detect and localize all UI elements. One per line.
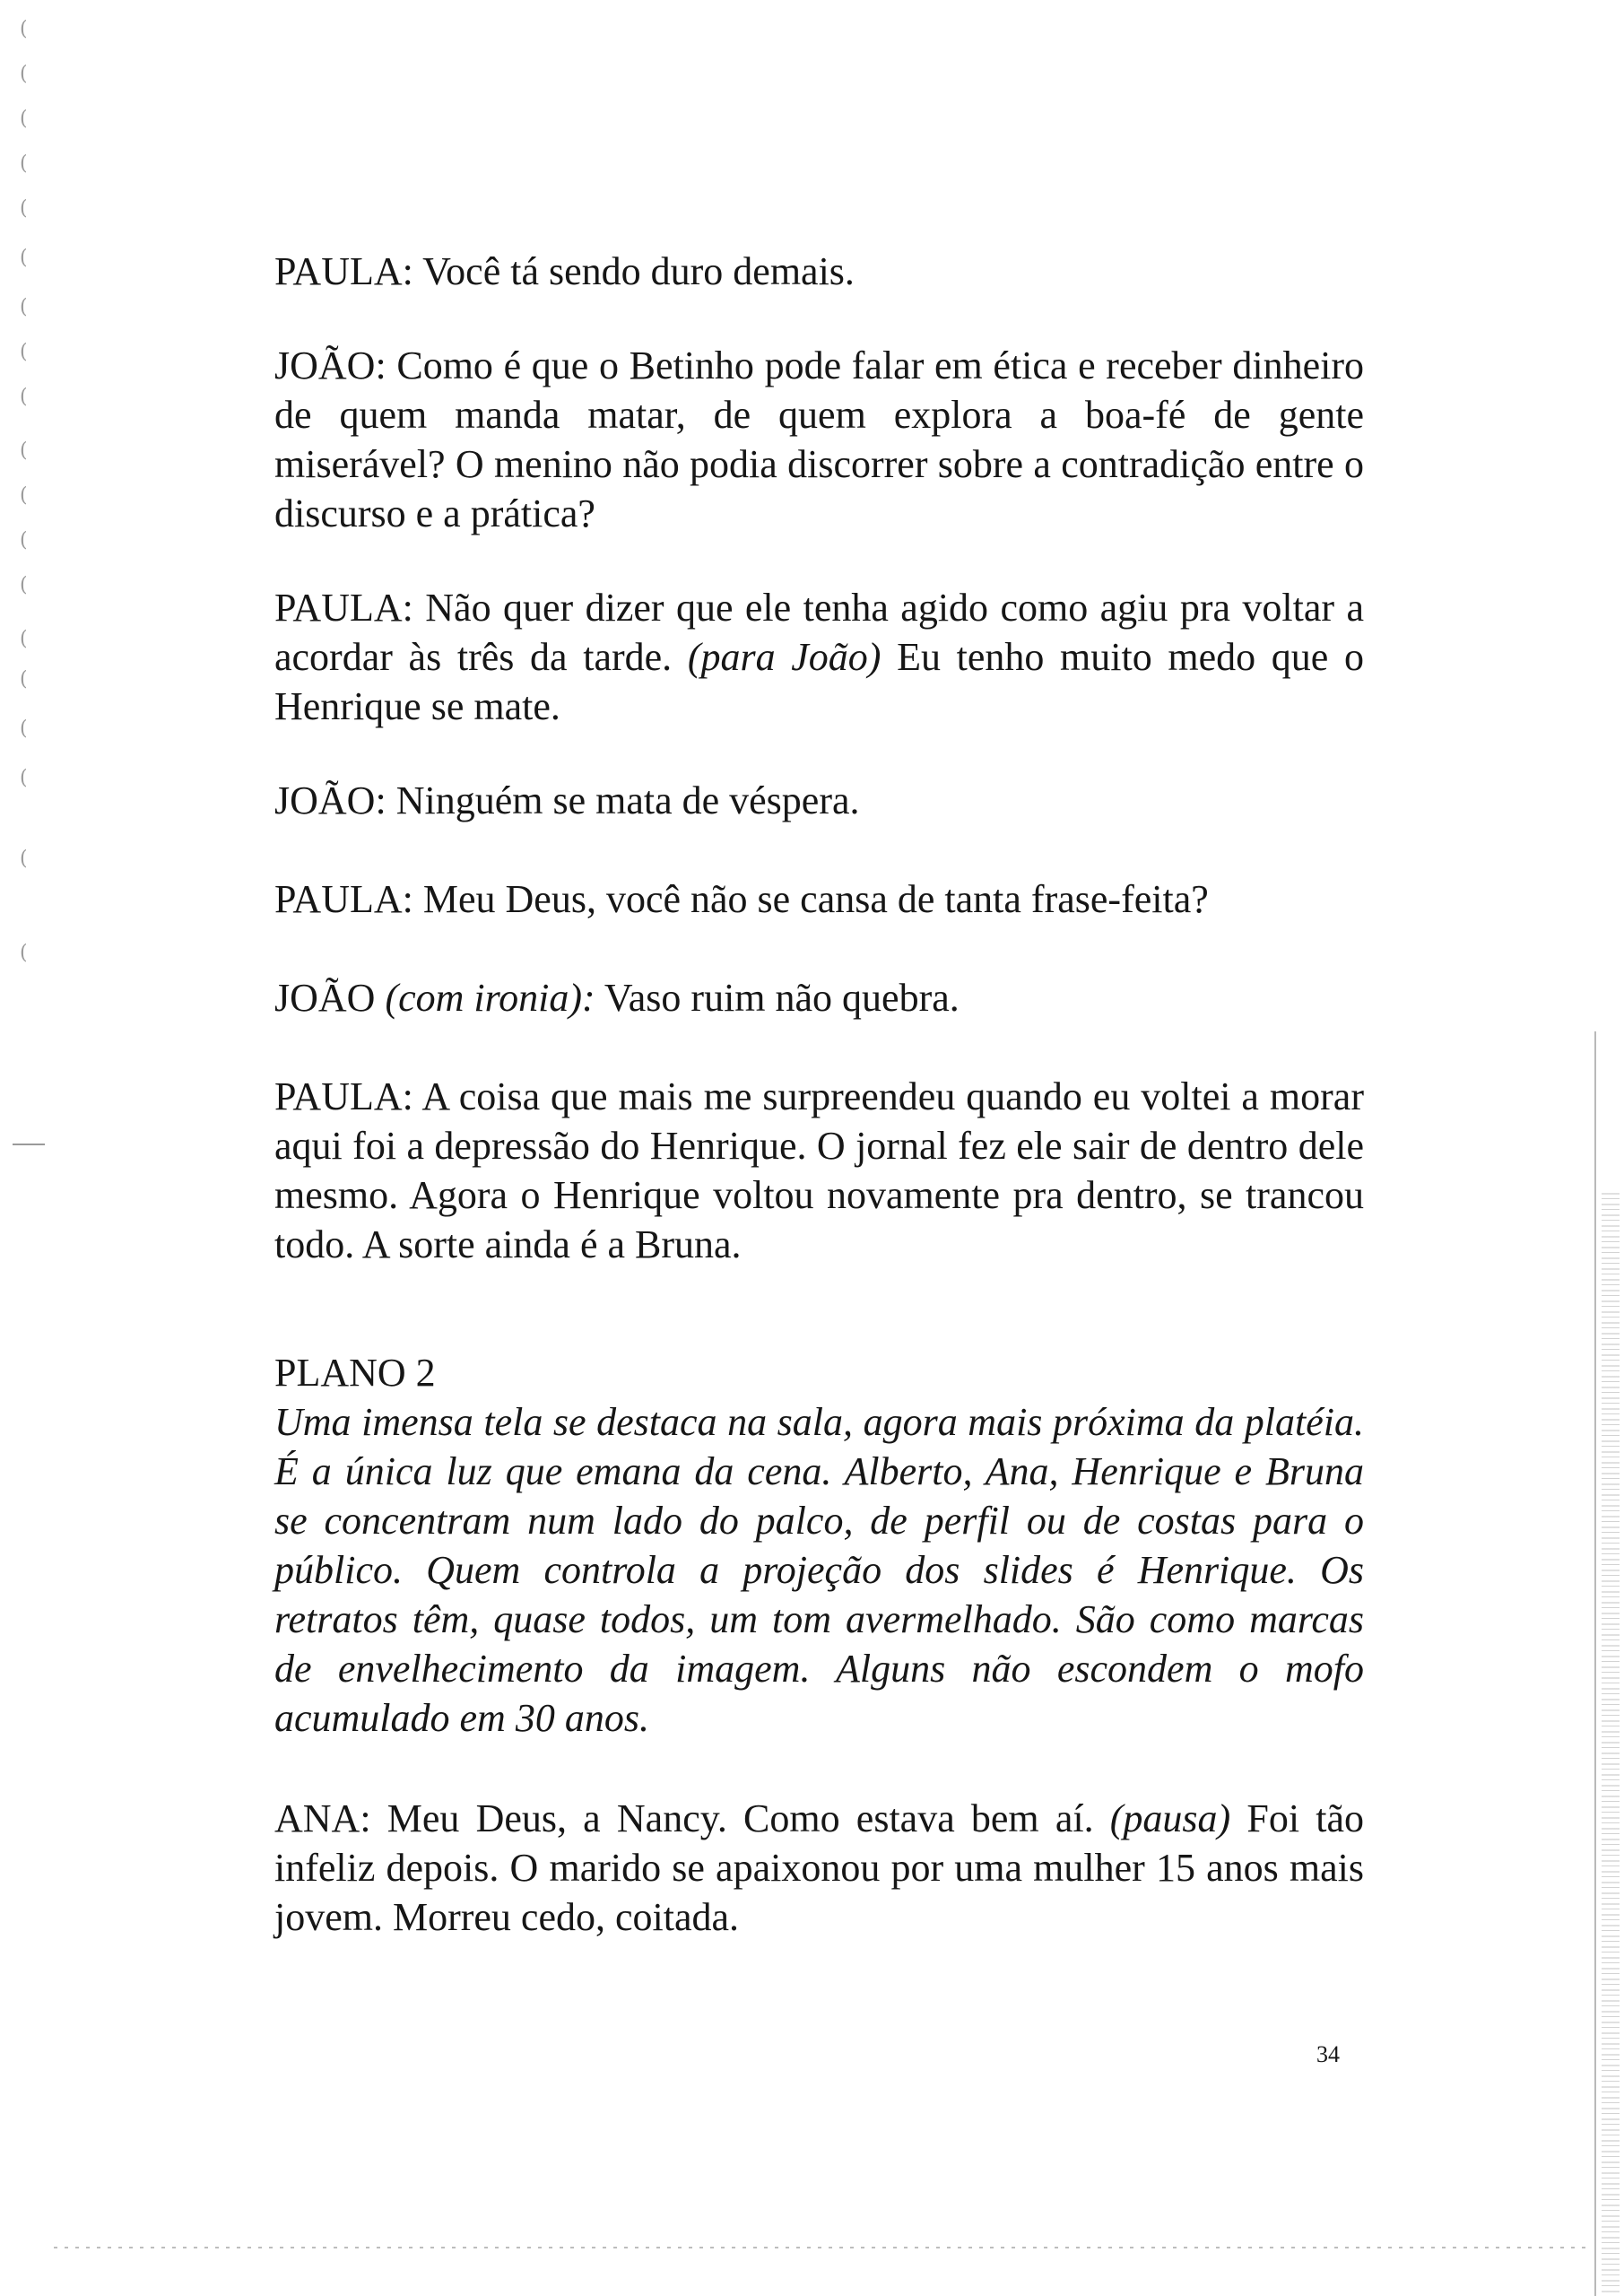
speaker-name: ANA:: [274, 1796, 371, 1840]
speaker-name: PAULA:: [274, 249, 413, 293]
dialogue-text: Vaso ruim não quebra.: [595, 976, 960, 1020]
dialogue-text: Eu tenho muito medo que o Henrique se mate.: [274, 635, 1364, 728]
speaker-name: JOÃO: [274, 976, 376, 1020]
dialogue-joao-3: [274, 973, 1364, 1022]
dialogue-text: Meu Deus, a Nancy. Como estava bem aí.: [386, 1796, 1110, 1840]
scene-description: Uma imensa tela se destaca na sala, agora mais próxima da platéia. É a única luz que emana da cena. Alberto, Ana, Henrique e Bruna se concentram num lado do palco, de perfil ou de costas para o público. Quem controla a projeção dos slides é Henrique. Os retratos têm, quase todos, um tom avermelhado. São como marcas de envelhecimento da imagem. Alguns não escondem o mofo acumulado em 30 anos.: [274, 1400, 1364, 1740]
stage-direction: (pausa): [1109, 1796, 1231, 1840]
dialogue-text: A coisa que mais me surpreendeu quando eu voltei a morar aqui foi a depressão do Henrique. O jornal fez ele sair de dentro dele mesmo. Agora o Henrique voltou novamente pra dentro, se trancou todo. A sorte ainda é a Bruna.: [274, 1074, 1364, 1266]
dialogue-text: Meu Deus, você não se cansa de tanta frase-feita?: [422, 877, 1209, 921]
dialogue-text: Ninguém se mata de véspera.: [395, 778, 860, 822]
speaker-name: PAULA:: [274, 877, 413, 921]
scan-bottom-edge: [54, 2247, 1587, 2248]
dialogue-text: Como é que o Betinho pode falar em ética e receber dinheiro de quem manda matar, de quem explora a boa-fé de gente miserável? O menino não podia discorrer sobre a contradição entre o discurso e a prática?: [274, 344, 1364, 535]
dialogue-paula-2: [274, 583, 1364, 731]
speaker-name: PAULA:: [274, 1074, 413, 1118]
dialogue-joao-1: [274, 341, 1364, 538]
stage-direction: (com ironia):: [385, 976, 595, 1020]
speaker-name: JOÃO:: [274, 344, 386, 387]
stage-direction: (para João): [687, 635, 881, 679]
speaker-name: JOÃO:: [274, 778, 386, 822]
dialogue-paula-1: [274, 247, 1364, 296]
dialogue-ana-1: [274, 1794, 1364, 1942]
scan-mark: [13, 1144, 45, 1145]
page-number: 34: [1316, 2041, 1340, 2067]
dialogue-joao-2: [274, 776, 1364, 825]
speaker-name: PAULA:: [274, 586, 413, 630]
scene-heading: PLANO 2: [274, 1351, 436, 1395]
scan-margin-marks: ( ( ( ( ( ( ( ( ( ( ( ( ( ( ( ( ( ( (: [20, 18, 28, 964]
dialogue-paula-4: [274, 1072, 1364, 1269]
dialogue-text: Foi tão infeliz depois. O marido se apaixonou por uma mulher 15 anos mais jovem. Morreu cedo, coitada.: [274, 1796, 1365, 1939]
dialogue-text: Não quer dizer que ele tenha agido como agiu pra voltar a acordar às três da tarde.: [274, 586, 1364, 679]
scan-right-edge: [1593, 1031, 1624, 2296]
dialogue-text: Você tá sendo duro demais.: [422, 249, 855, 293]
dialogue-paula-3: [274, 874, 1364, 924]
